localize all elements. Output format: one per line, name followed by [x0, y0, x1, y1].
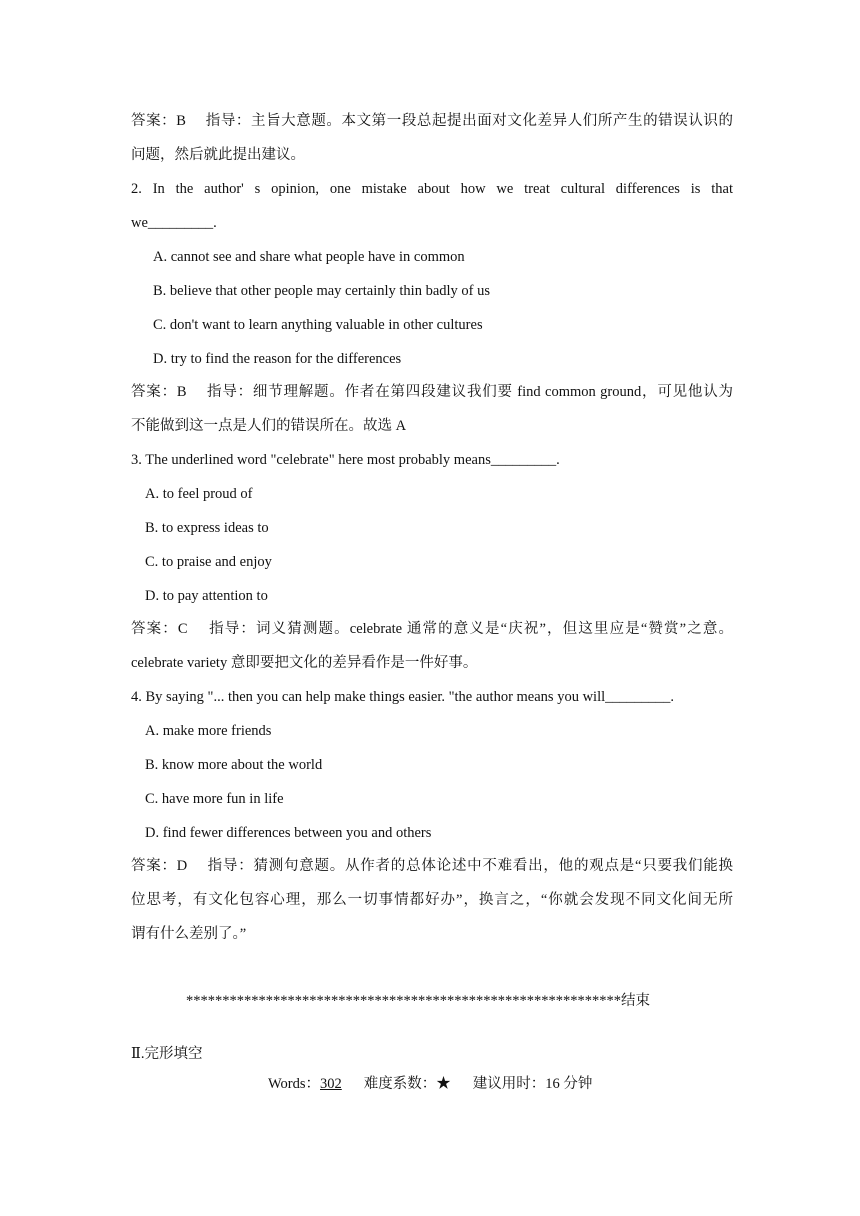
q4-option-b: B. know more about the world: [145, 757, 323, 773]
q2-option-a: A. cannot see and share what people have in common: [153, 249, 465, 265]
q3-option-c: C. to praise and enjoy: [145, 554, 272, 570]
q4-answer-line-3: 谓有什么差别了。”: [131, 926, 247, 942]
q2-stem-line-1: 2. In the author' s opinion, one mistake about how we treat cultural differences is that: [131, 181, 733, 197]
q3-option-a: A. to feel proud of: [145, 486, 253, 502]
q3-option-d: D. to pay attention to: [145, 588, 268, 604]
difficulty-label: 难度系数：: [363, 1076, 437, 1092]
q4-option-a: A. make more friends: [145, 723, 272, 739]
end-marker: ************************************************************结束: [186, 993, 650, 1009]
difficulty-star-icon: ★: [436, 1076, 451, 1092]
q2-answer-line-1: 答案：B 指导：细节理解题。作者在第四段建议我们要 find common ground，可见他认为: [131, 384, 733, 400]
q4-stem: 4. By saying "... then you can help make things easier. "the author means you will_________.: [131, 689, 675, 705]
q3-answer-line-1: 答案：C 指导：词义猜测题。celebrate 通常的意义是“庆祝”，但这里应是“赞赏”之意。: [131, 621, 733, 637]
q4-answer-line-1: 答案：D 指导：猜测句意题。从作者的总体论述中不难看出，他的观点是“只要我们能换: [131, 858, 733, 874]
q4-answer-line-2: 位思考，有文化包容心理，那么一切事情都好办”，换言之，“你就会发现不同文化间无所: [131, 892, 733, 908]
q3-answer-line-2: celebrate variety 意即要把文化的差异看作是一件好事。: [131, 655, 478, 671]
q2-option-c: C. don't want to learn anything valuable in other cultures: [153, 317, 483, 333]
reading-info: [268, 1074, 592, 1094]
words-label: Words：: [268, 1076, 320, 1092]
suggested-time: 建议用时：16 分钟: [472, 1076, 593, 1092]
words-value: 302: [320, 1076, 342, 1092]
q2-option-d: D. try to find the reason for the differences: [153, 351, 402, 367]
q1-answer-line-1: 答案：B 指导：主旨大意题。本文第一段总起提出面对文化差异人们所产生的错误认识的: [131, 113, 733, 129]
q4-option-c: C. have more fun in life: [145, 791, 284, 807]
q1-answer-line-2: 问题，然后就此提出建议。: [131, 147, 305, 163]
q2-option-b: B. believe that other people may certainly thin badly of us: [153, 283, 491, 299]
q2-stem-line-2: we_________.: [131, 215, 217, 231]
q4-option-d: D. find fewer differences between you and others: [145, 825, 432, 841]
q3-stem: 3. The underlined word "celebrate" here most probably means_________.: [131, 452, 560, 468]
q3-option-b: B. to express ideas to: [145, 520, 269, 536]
q2-answer-line-2: 不能做到这一点是人们的错误所在。故选 A: [131, 418, 407, 434]
section-title: Ⅱ.完形填空: [131, 1046, 203, 1062]
